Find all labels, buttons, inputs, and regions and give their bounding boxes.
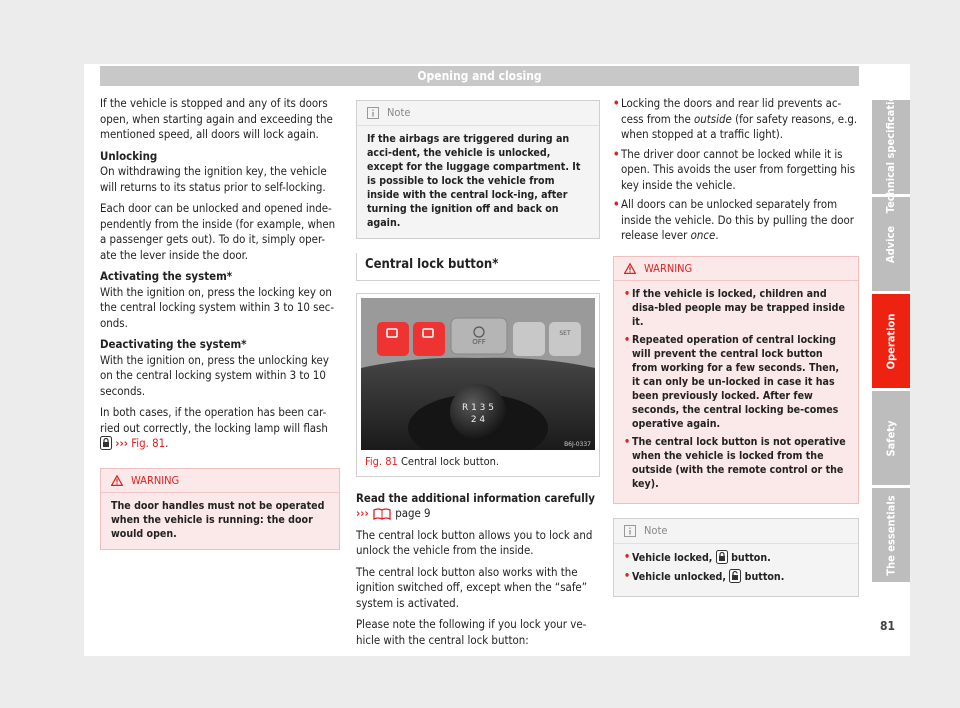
unlocking-paragraph-2: Each door can be unlocked and opened inde-pendently from the inside (for example, when a passenger gets out). To do it, simply oper-ate the lever inside the door.	[100, 201, 336, 262]
note-box-header: Note	[357, 101, 599, 126]
tab-the-essentials[interactable]: The essentials	[872, 488, 910, 582]
tab-advice[interactable]: Advice	[872, 197, 910, 291]
unlock-button-icon	[729, 569, 741, 583]
activating-paragraph: With the ignition on, press the locking key on the central locking system within 3 to 10 sec-onds.	[100, 284, 335, 330]
tab-technical-specifications[interactable]: Technical specifications	[872, 100, 910, 194]
intro-paragraph: If the vehicle is stopped and any of its doors open, when starting again and exceeding the mentioned speed, all doors will lock again.	[100, 96, 333, 141]
gear-pattern-top: R 1 3 5	[461, 403, 495, 413]
note-box-buttons	[613, 518, 859, 597]
warning-item: • If the vehicle is locked, children and disa-bled people may be trapped inside it.	[624, 287, 848, 329]
warning-text: The door handles must not be operated when the vehicle is running: the door would open.	[111, 500, 325, 540]
read-more-ref[interactable]: ››› page 9	[356, 506, 431, 520]
deactivating-heading: Deactivating the system*	[100, 337, 247, 351]
paragraph-2: The central lock button also works with the ignition switched off, except when the “safe” system is activated.	[356, 564, 588, 610]
lock-button-icon	[716, 550, 728, 564]
unlocking-heading: Unlocking	[100, 148, 158, 163]
note-list	[614, 544, 858, 596]
bullet-item: • Locking the doors and rear lid prevents ac-cess from the outside (for safety reasons, e.g. when stopped at a traffic light).	[613, 96, 859, 143]
figure-code: B6J-0337	[564, 441, 591, 448]
note-box-header: Note	[614, 519, 858, 544]
page-number: 81	[880, 619, 896, 633]
warning-box-header: WARNING	[101, 469, 339, 494]
lock-lamp-icon	[100, 436, 112, 450]
unlocking-paragraph-1: On withdrawing the ignition key, the vehicle will returns to its status prior to self-locking.	[100, 164, 327, 194]
fig-ref-arrows: ›››	[115, 436, 128, 450]
note-text: If the airbags are triggered during an acci-dent, the vehicle is unlocked, except for the luggage compartment. It is possible to lock the vehicle from inside with the central lock-ing, after turning the ignition off and back on again.	[367, 132, 581, 229]
off-label: OFF	[472, 338, 486, 346]
bullet-item: • The driver door cannot be locked while it is open. This avoids the user from forgetting his key inside the vehicle.	[613, 147, 859, 194]
info-icon	[624, 525, 636, 537]
page-header: Opening and closing	[100, 66, 859, 86]
warning-box-header: WARNING	[614, 257, 858, 282]
info-icon	[367, 107, 379, 119]
both-cases-paragraph: In both cases, if the operation has been car-ried out correctly, the locking lamp will flash ››› Fig. 81.	[100, 405, 328, 450]
read-more-heading: Read the additional information carefully	[356, 490, 595, 505]
tab-safety[interactable]: Safety	[872, 391, 910, 485]
note-box-airbags	[356, 100, 600, 239]
figure-81	[356, 293, 600, 477]
column-right	[613, 96, 859, 607]
fig-ref-link[interactable]: Fig. 81	[131, 436, 166, 450]
tab-operation[interactable]: Operation	[872, 294, 910, 388]
warning-item: • Repeated operation of central locking will prevent the central lock button from working for a few seconds. Then, it can only be un-locked in case it has been previously locked. After few seconds, the central locking be-comes operative again.	[624, 333, 848, 431]
figure-caption: Fig. 81 Central lock button.	[365, 455, 500, 468]
warning-item: • The central lock button is not operative when the vehicle is locked from the outside (with the remote control or the key).	[624, 435, 848, 491]
warning-triangle-icon	[111, 475, 123, 486]
column-middle	[356, 96, 600, 654]
warning-list	[614, 281, 858, 503]
book-icon	[372, 508, 392, 520]
chapter-tabs	[872, 81, 910, 585]
gear-pattern-bottom: 2 4	[470, 415, 486, 425]
deactivating-paragraph: With the ignition on, press the unlocking key on the central locking system within 3 to 10 seconds.	[100, 352, 329, 398]
set-label: SET	[559, 330, 571, 337]
note-item-unlocked: • Vehicle unlocked, button.	[624, 569, 848, 584]
paragraph-3: Please note the following if you lock your ve-hicle with the central lock button:	[356, 617, 587, 647]
warning-triangle-icon	[624, 263, 636, 274]
section-title: Central lock button*	[356, 253, 600, 282]
central-lock-photo	[361, 298, 595, 450]
bullet-item: • All doors can be unlocked separately from inside the vehicle. Do this by pulling the door release lever once.	[613, 197, 859, 244]
paragraph-1: The central lock button allows you to lock and unlock the vehicle from the inside.	[356, 527, 593, 557]
activating-heading: Activating the system*	[100, 269, 233, 283]
warning-box-doors	[100, 468, 340, 551]
warning-box-central-lock	[613, 256, 859, 505]
note-item-locked: • Vehicle locked, button.	[624, 550, 848, 565]
column-left	[100, 96, 340, 560]
